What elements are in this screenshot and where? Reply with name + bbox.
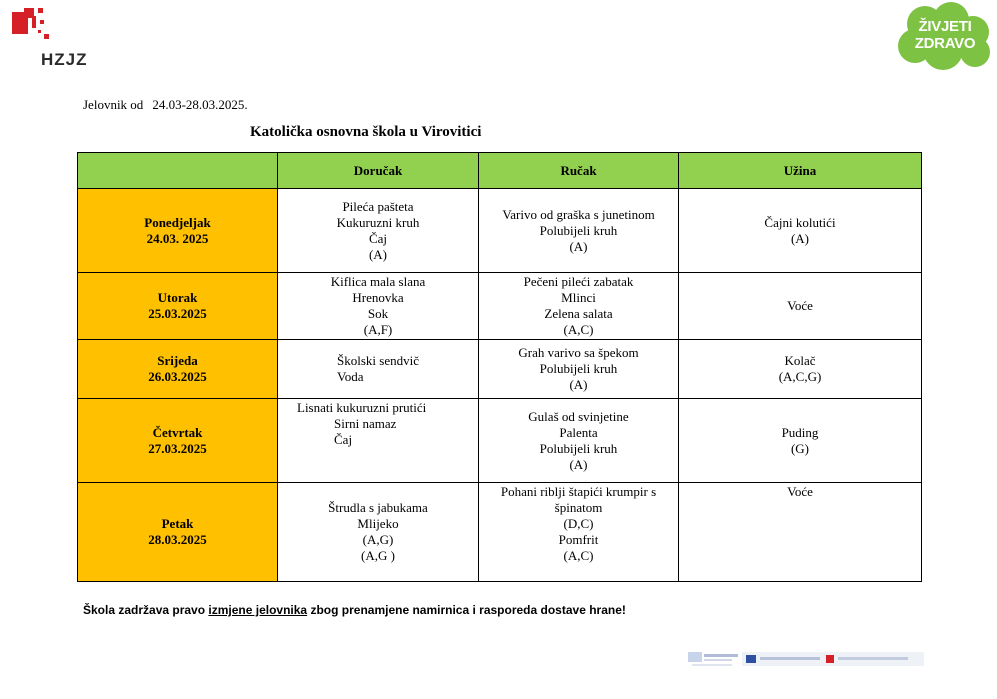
zz-line-2: ZDRAVO [914,35,976,52]
lunch-item: Gulaš od svinjetine [528,408,629,424]
day-name: Ponedjeljak [144,214,211,230]
lunch-item: (A) [569,456,588,472]
day-date: 27.03.2025 [148,440,207,456]
table-header-row [78,153,922,189]
table-row [78,483,922,582]
header-snack: Užina [679,153,922,189]
day-date: 28.03.2025 [148,532,207,547]
breakfast-item: (A,G) [362,532,394,547]
day-cell [78,399,278,483]
lunch-item: Pečeni pileći zabatak [523,274,634,289]
lunch-item: (A) [569,238,588,254]
day-name: Petak [161,516,194,531]
lunch-item: Grah varivo sa špekom [518,345,639,360]
lunch-item: Pohani riblji štapići krumpir s [500,484,657,499]
snack-item: (A) [790,230,810,246]
table-row [78,340,922,399]
table-row [78,273,922,340]
breakfast-cell [278,273,479,340]
header-breakfast: Doručak [278,153,479,189]
breakfast-item: Sirni namaz [334,416,397,431]
lunch-cell [479,483,679,582]
lunch-cell [479,399,679,483]
breakfast-cell [278,483,479,582]
lunch-item: (A,C) [563,548,594,563]
day-cell [78,189,278,273]
snack-cell [679,340,922,399]
school-title: Katolička osnovna škola u Virovitici [250,124,482,140]
table-row [78,399,922,483]
snack-cell [679,273,922,340]
day-name: Utorak [157,290,198,305]
header-lunch: Ručak [479,153,679,189]
breakfast-cell [278,399,479,483]
lunch-item: Varivo od graška s junetinom [502,206,655,222]
snack-item: Puding [781,424,819,440]
breakfast-item: Mlijeko [357,516,399,531]
day-date: 26.03.2025 [148,369,207,384]
lunch-item: Polubijeli kruh [539,440,618,456]
table-row [78,189,922,273]
zz-line-1: ŽIVJETI [918,18,972,35]
breakfast-item: Voda [337,369,364,384]
day-date: 24.03. 2025 [146,230,209,246]
zivjeti-zdravo-logo-text [903,18,987,52]
menu-date-range: 24.03-28.03.2025. [152,97,248,112]
lunch-cell [479,340,679,399]
eu-programme-logo [742,652,924,666]
lunch-item: Pomfrit [558,532,599,547]
breakfast-item: Sok [367,306,389,321]
hzjz-logo-text: HZJZ [41,50,88,69]
breakfast-item: (A) [368,246,388,262]
lunch-item: (A) [569,377,588,392]
menu-date-line [83,97,248,113]
lunch-item: Polubijeli kruh [539,361,618,376]
snack-cell [679,483,922,582]
breakfast-item: Hrenovka [352,290,404,305]
breakfast-item: Školski sendvič [337,353,419,368]
lunch-item: Polubijeli kruh [539,222,618,238]
snack-item: (G) [790,440,810,456]
lunch-item: špinatom [554,500,603,515]
breakfast-item: Kukuruzni kruh [336,214,420,230]
breakfast-item: Pileća pašteta [342,198,414,214]
snack-item: Voće [787,298,813,313]
breakfast-item: (A,G ) [361,548,395,563]
day-name: Srijeda [157,353,198,368]
footer-note [83,603,626,617]
menu-table [77,152,922,582]
day-cell [78,273,278,340]
breakfast-item: Čaj [368,230,388,246]
snack-item: Čajni kolutići [764,214,836,230]
lunch-item: (A,C) [563,322,594,337]
footer-underlined-text: izmjene jelovnika [208,603,308,617]
breakfast-item: Čaj [334,432,353,447]
day-name: Četvrtak [152,424,203,440]
lunch-cell [479,189,679,273]
breakfast-item: (A,F) [363,322,393,337]
breakfast-item: Kiflica mala slana [330,274,426,289]
breakfast-item: Štrudla s jabukama [328,500,428,515]
lunch-item: Zelena salata [544,306,613,321]
snack-cell [679,189,922,273]
menu-label: Jelovnik od [83,97,144,112]
footer-text-2: zbog prenamjene namirnica i rasporeda dostave hrane! [307,603,626,617]
lunch-item: Palenta [559,424,598,440]
snack-cell [679,399,922,483]
breakfast-cell [278,340,479,399]
day-date: 25.03.2025 [148,306,207,321]
snack-item: Voće [787,484,813,499]
lunch-cell [479,273,679,340]
footer-text-1: Škola zadržava pravo [83,603,209,617]
day-cell [78,340,278,399]
lunch-item: (D,C) [563,516,594,531]
breakfast-cell [278,189,479,273]
day-cell [78,483,278,582]
lunch-item: Mlinci [561,290,596,305]
eu-funding-logo [688,650,740,668]
header-corner [78,153,278,189]
snack-item: (A,C,G) [778,369,822,384]
snack-item: Kolač [784,353,816,368]
breakfast-item: Lisnati kukuruzni prutići [297,400,427,415]
